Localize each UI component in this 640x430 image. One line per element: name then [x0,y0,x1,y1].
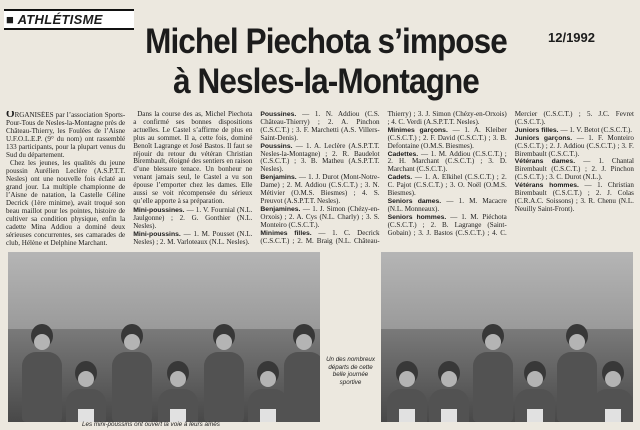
result-text: — 1. M. Addiou (C.S.C.T.) ; 2. H. Marchant (C.S.C.T.) ; 3. D. Marchant (C.S.C.T.). [387,149,507,174]
result-category: Juniors garçons. [514,134,577,142]
result-entry [133,231,252,247]
result-text: — 1. J. Durot (Mont-Notre-Dame) ; 2. M. Addiou (C.S.C.T.) ; 3. N. Métivier (O.M.S. Biesmes) ; 4. S. Preuvot (A.S.P.T.T. Nesles). [260,173,380,205]
headline [119,22,533,102]
result-text: — 1. Christian Birembault (C.S.C.T.) ; 2. J. Colas (C.R.A.C. Soissons) ; 3. R. Chenu (N.L. Neuilly Saint-Front). [514,181,634,213]
result-entry [388,151,507,175]
photo-mini-poussins [8,252,320,422]
result-text: — 1. J. Simon (Chézy-en-Orxois) ; 2. A. Cys (N.L. Charly) ; 3. S. Monteiro (C.S.C.T.). [260,204,380,229]
section-rubric: ■ ATHLÉTISME [4,9,134,30]
result-text: — 1. Chantal Birembault (C.S.C.T.) ; 2. J. Pinchon (C.S.C.T.) ; 3. C. Durot (N.L.). [514,157,634,182]
result-entry [515,182,634,214]
result-entry [260,174,379,206]
result-category: Juniors filles. [514,126,561,134]
result-entry [515,158,634,182]
paragraph-text: Dans la course des as, Michel Piechota a confirmé ses bonnes dispositions actuelles. Le Castel s’affirme de plus en plus au sommet. Il a, cette fois, dominé Benoît Lagrange et José Bastos. Il faut se réjouir du retour du vétéran Christian Birembault, éloigné des sentiers en raison d’une blessure tenace. Un bonheur ne venant jamais seul, le Castel a vu son épouse l’emporter chez les dames. Elle aussi se voit récompensée du sérieux qu’elle apporte à sa préparation. [133,111,253,205]
result-category: Minimes garçons. [387,126,453,134]
result-category: Mini-poussins. [133,230,184,238]
result-entry [388,127,507,151]
result-entry [260,111,379,143]
result-category: Vétérans hommes. [514,182,585,190]
result-entry [133,207,252,231]
result-category: Benjamins. [260,174,299,182]
result-text: — 1. C. Decrick (C.S.C.T.) ; 2. M. Braig (N.L. Château-Thierry) ; 3. J. Simon (Chézy-en-Orxois) ; 4. C. Verdi (A.S.P.T.T. Nesles). [260,111,507,245]
result-text: — 1. N. Addiou (C.S. Château-Thierry) ; 2. A. Pinchon (C.S.C.T.) ; 3. F. Marchetti (A.S. Villers-Saint-Denis). [260,111,380,142]
article-paragraph [133,111,252,206]
result-text: — 1. A. Leclère (A.S.P.T.T. Nesles-la-Montagne) ; 2. R. Baudelot (C.S.C.T.) ; 3. B. Matheu (A.S.P.T.T. Nesles). [260,141,380,174]
result-text: — 1. F. Monteiro (C.S.C.T.) ; 2. J. Addiou (C.S.C.T.) ; 3. F. Birembault (C.S.C.T.). [514,133,634,158]
clipping-date: 12/1992 [548,30,595,45]
result-category: Benjamines. [260,205,303,213]
photo-start [381,252,633,422]
result-text: — 1. A. Kleiber (C.S.C.T.) ; 2. F. David (C.S.C.T.) ; 3. B. Defontaine (O.M.S. Biesmes). [387,125,507,150]
result-text: — 1. M. Pousset (N.L. Nesles) ; 2. M. Varloteaux (N.L. Nesles). [133,229,253,246]
result-category: Seniors hommes. [387,213,451,221]
result-category: Mini-poussines. [133,206,187,214]
article-paragraph [6,111,125,159]
result-category: Vétérans dames. [514,158,584,166]
photo-background [381,252,633,329]
paragraph-text: Chez les jeunes, les qualités du jeune poussin Aurélien Leclère (A.S.P.T.T. Nesles) ont une nouvelle fois éclaté au grand jour. La multiple championne de l’Aisne de natation, la Castelle Céline Decrick (1ère minime), avait troqué son beau maillot pour les pointes, histoire de cultiver sa condition physique, enfin la cadette Mina Addiou a dominé deux sérieuses concurrentes, ses camarades de club, Hélène et Delphine Marchant. [6,159,126,247]
article-body [6,111,634,253]
result-text: — 1. V. Fournial (N.L. Jaulgonne) ; 2. G. Gonthier (N.L. Nesles). [133,205,253,230]
result-category: Poussins. [260,142,296,150]
result-category: Cadets. [387,174,415,182]
photo-caption-bottom: Les mini-poussins ont ouvert la voie à leurs aînés [82,421,220,428]
result-text: — 1. V. Betot (C.S.C.T.). [560,125,632,134]
result-category: Minimes filles. [260,229,319,237]
photo-caption-side: Un des nombreux départs de cette belle journée sportive [326,356,375,386]
photo-background [8,252,320,329]
headline-line-1: Michel Piechota s’impose [145,22,507,61]
result-entry [388,174,507,198]
result-category: Cadettes. [387,150,421,158]
result-entry [388,198,507,214]
drop-cap: O [6,111,15,120]
result-entry [260,143,379,175]
result-entry [515,135,634,159]
paragraph-text: RGANISÉES par l’association Sports-Pour-Tous de Nesles-la-Montagne près de Château-Thierry, les Foulées de l’Aisne U.F.O.L.E.P. (9° du nom) ont rassemblé 133 participants, pour la plupart venus du Sud du département. [6,111,126,159]
result-category: Seniors dames. [387,197,447,205]
result-category: Poussines. [260,111,303,118]
article-paragraph [6,160,125,247]
result-text: — 1. M. Piéchota (C.S.C.T.) ; 2. B. Lagrange (Saint-Gobain) ; 3. J. Bastos (C.S.C.T.) ; 4. C. Mercier (C.S.C.T.) ; 5. J.C. Fevret (C.S.C.T.). [387,111,634,237]
result-text: — 1. A. Elkihel (C.S.C.T.) ; 2. C. Pajot (C.S.C.T.) ; 3. O. Noël (O.M.S. Biesmes). [387,173,507,198]
result-entry [260,206,379,230]
result-text: — 1. M. Macacre (N.L. Monneaux). [387,196,507,213]
headline-line-2: à Nesles-la-Montagne [173,62,479,101]
